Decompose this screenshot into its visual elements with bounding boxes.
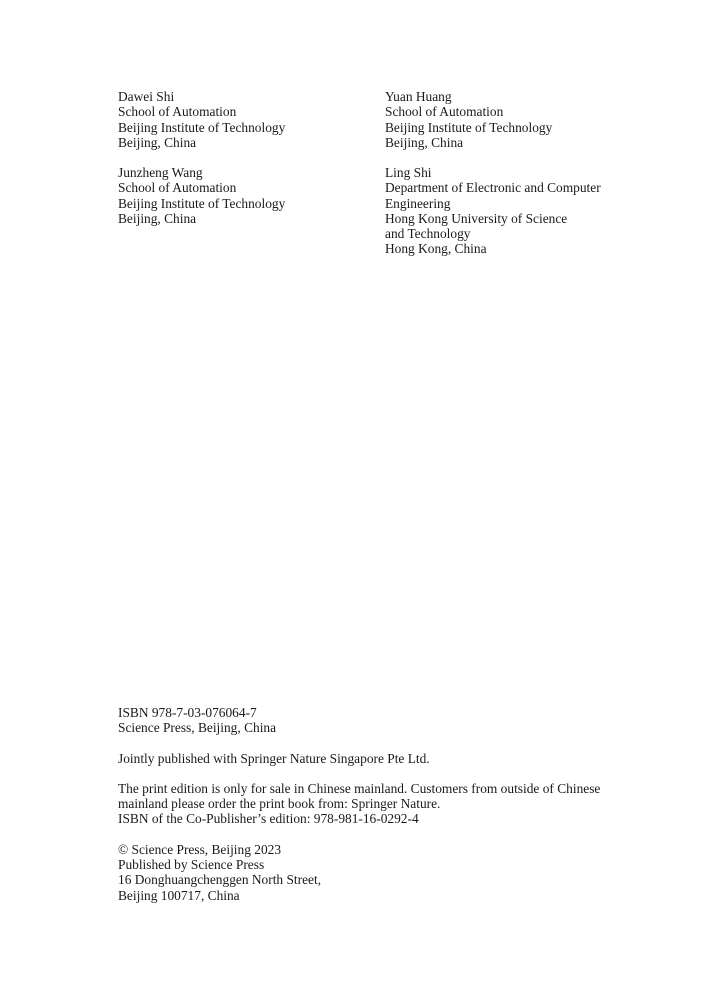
- author-institution: Hong Kong University of Science: [385, 210, 568, 226]
- copublisher-isbn: ISBN of the Co-Publisher’s edition: 978-981-16-0292-4: [118, 811, 419, 827]
- copyright-block: [118, 842, 678, 903]
- isbn-block: [118, 705, 678, 736]
- author-name: Ling Shi: [385, 165, 432, 180]
- author-name: Junzheng Wang: [118, 165, 203, 180]
- author-department: School of Automation: [118, 180, 237, 196]
- author-department: Department of Electronic and Computer: [385, 180, 601, 196]
- author-institution: Beijing Institute of Technology: [385, 119, 553, 135]
- sale-notice-line-1: The print edition is only for sale in Chinese mainland. Customers from outside of Chinese: [118, 780, 601, 796]
- copyright-notice: © Science Press, Beijing 2023: [118, 841, 282, 857]
- author-ling-shi: [385, 165, 645, 257]
- author-department: School of Automation: [385, 104, 504, 120]
- author-institution: Beijing Institute of Technology: [118, 195, 286, 211]
- author-name: Yuan Huang: [385, 89, 452, 104]
- author-department: School of Automation: [118, 104, 237, 120]
- sale-notice-block: [118, 781, 678, 827]
- address-line-1: 16 Donghuangchenggen North Street,: [118, 872, 322, 888]
- address-line-2: Beijing 100717, China: [118, 887, 240, 903]
- joint-publication: Jointly published with Springer Nature Singapore Pte Ltd.: [118, 750, 430, 766]
- author-dawei-shi: [118, 89, 378, 150]
- author-department-continued: Engineering: [385, 195, 451, 211]
- author-yuan-huang: [385, 89, 645, 150]
- author-institution: Beijing Institute of Technology: [118, 119, 286, 135]
- publisher-location: Science Press, Beijing, China: [118, 720, 277, 736]
- author-institution-continued: and Technology: [385, 226, 471, 242]
- author-location: Beijing, China: [118, 210, 197, 226]
- published-by: Published by Science Press: [118, 857, 265, 873]
- sale-notice-line-2: mainland please order the print book from: Springer Nature.: [118, 796, 441, 812]
- colophon: [118, 705, 678, 918]
- author-location: Beijing, China: [118, 134, 197, 150]
- author-name: Dawei Shi: [118, 89, 175, 104]
- author-location: Hong Kong, China: [385, 241, 487, 257]
- joint-publication-block: [118, 751, 678, 766]
- author-location: Beijing, China: [385, 134, 464, 150]
- author-junzheng-wang: [118, 165, 378, 226]
- isbn: ISBN 978-7-03-076064-7: [118, 705, 257, 720]
